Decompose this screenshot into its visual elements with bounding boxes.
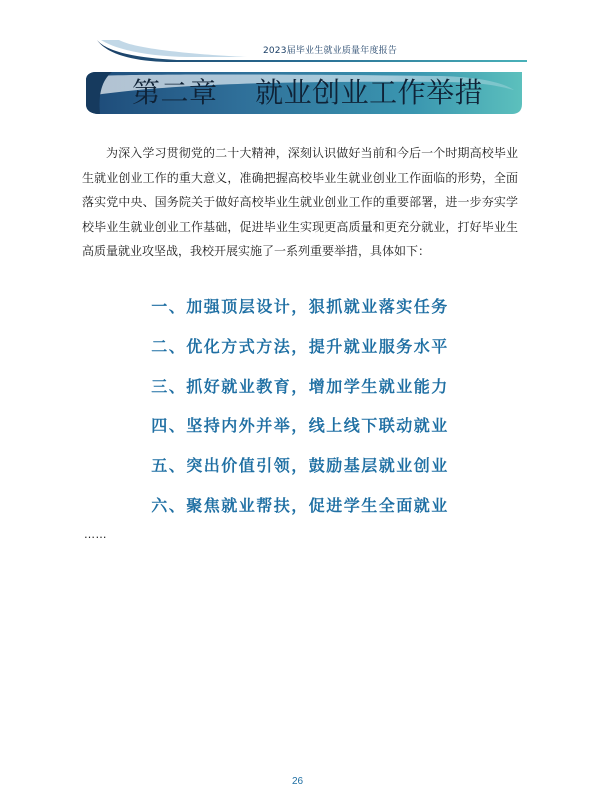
measures-list xyxy=(82,287,518,526)
continuation-ellipsis: …… xyxy=(84,528,107,541)
chapter-banner xyxy=(82,70,522,116)
measure-item: 二、优化方式方法，提升就业服务水平 xyxy=(151,336,449,356)
measure-item: 一、加强顶层设计，狠抓就业落实任务 xyxy=(151,297,449,316)
chapter-title: 第二章 就业创业工作举措 xyxy=(132,76,484,109)
measure-item: 三、抓好就业教育，增加学生就业能力 xyxy=(151,376,449,396)
report-title: 2023届毕业生就业质量年度报告 xyxy=(262,46,398,56)
intro-paragraph: 为深入学习贯彻党的二十大精神，深刻认识做好当前和今后一个时期高校毕业生就业创业工作的重大意义，准确把握高校毕业生就业创业工作面临的形势，全面落实党中央、国务院关于做好高校毕业生就业创业工作的重要部署，进一步夯实学校毕业生就业创业工作基础，促进毕业生实现更高质量和更充分就业，打好毕业生高质量就业攻坚战，我校开展实施了一系列重要举措，具体如下： xyxy=(82,146,518,258)
page-number: 26 xyxy=(291,776,304,787)
measure-item: 五、突出价值引领，鼓励基层就业创业 xyxy=(151,456,449,476)
measure-item: 四、坚持内外并举，线上线下联动就业 xyxy=(151,416,449,436)
measure-item: 六、聚焦就业帮扶，促进学生全面就业 xyxy=(151,495,449,515)
